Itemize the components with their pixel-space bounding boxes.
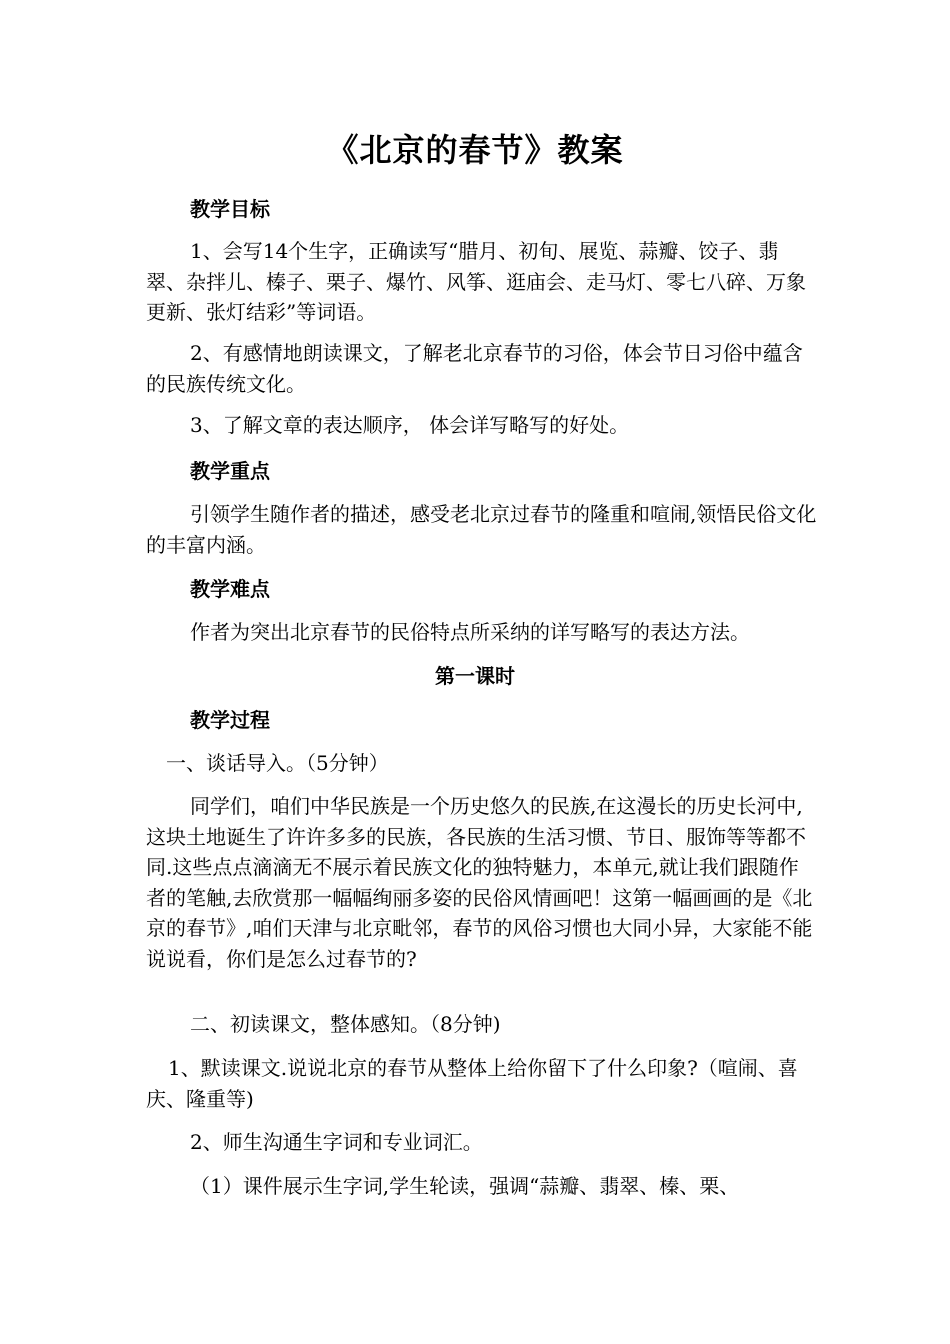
- document-title: 《北京的春节》教案: [326, 131, 624, 169]
- key-points-heading: 教学重点: [190, 459, 270, 483]
- key-points-paragraph: 引领学生随作者的描述，感受老北京过春节的隆重和喧闹,领悟民俗文化的丰富内涵。: [146, 502, 817, 557]
- difficulty-heading: 教学难点: [190, 577, 270, 601]
- step-2-heading: 二、初读课文，整体感知。（8分钟): [190, 1012, 501, 1036]
- lesson-heading: 第一课时: [435, 664, 515, 688]
- step-1-heading: 一、谈话导入。（5分钟）: [166, 751, 389, 775]
- step-1-paragraph: 同学们，咱们中华民族是一个历史悠久的民族,在这漫长的历史长河中,这块土地诞生了许许多多的民族，各民族的生活习惯、节日、服饰等等都不同.这些点点滴滴无不展示着民族文化的独特魅力，本单元,就让我们跟随作者的笔触,去欣赏那一幅幅绚丽多姿的民俗风情画吧！这第一幅画画的是《北京的春节》,咱们天津与北京毗邻，春节的风俗习惯也大同小异，大家能不能说说看，你们是怎么过春节的?: [146, 794, 813, 971]
- step-2-item-2: 2、师生沟通生字词和专业词汇。: [190, 1130, 483, 1154]
- goal-3-paragraph: 3、了解文章的表达顺序， 体会详写略写的好处。: [190, 413, 630, 437]
- difficulty-paragraph: 作者为突出北京春节的民俗特点所采纳的详写略写的表达方法。: [190, 620, 750, 644]
- step-2-item-1: 1、默读课文.说说北京的春节从整体上给你留下了什么印象?（喧闹、喜庆、隆重等): [146, 1056, 798, 1111]
- step-2-item-2-sub: （1）课件展示生字词,学生轮读，强调“蒜瓣、翡翠、榛、栗、: [190, 1174, 740, 1198]
- process-heading: 教学过程: [190, 708, 270, 732]
- goal-2-paragraph: 2、有感情地朗读课文，了解老北京春节的习俗，体会节日习俗中蕴含的民族传统文化。: [146, 341, 803, 396]
- goal-1-paragraph: 1、会写14个生字，正确读写“腊月、初旬、展览、蒜瓣、饺子、翡翠、杂拌儿、榛子、栗子、爆竹、风筝、逛庙会、走马灯、零七八碎、万象更新、张灯结彩”等词语。: [146, 239, 806, 324]
- goals-heading: 教学目标: [190, 197, 270, 221]
